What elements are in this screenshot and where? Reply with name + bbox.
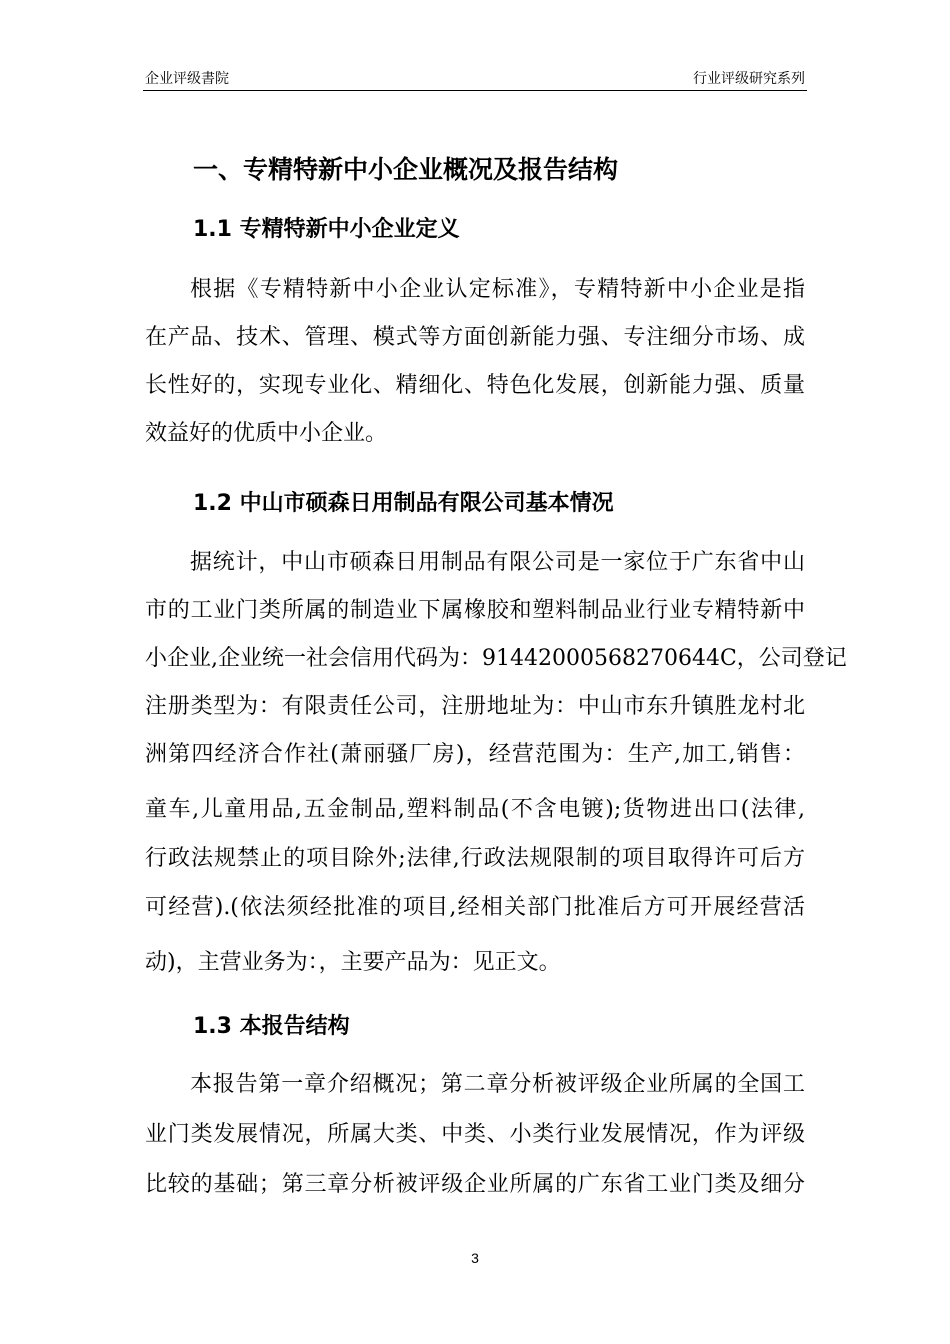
header-rule: [143, 90, 807, 91]
paragraph-line: 据统计，中山市硕森日用制品有限公司是一家位于广东省中山: [190, 550, 805, 575]
paragraph-line: 业门类发展情况，所属大类、中类、小类行业发展情况，作为评级: [145, 1122, 805, 1147]
paragraph-line: 本报告第一章介绍概况；第二章分析被评级企业所属的全国工: [190, 1072, 805, 1097]
chapter-title: 一、专精特新中小企业概况及报告结构: [193, 155, 619, 184]
section-heading: 1.2 中山市硕森日用制品有限公司基本情况: [193, 491, 614, 516]
header-left: 企业评级書院: [145, 70, 229, 86]
paragraph-line: 行政法规禁止的项目除外;法律,行政法规限制的项目取得许可后方: [145, 846, 805, 871]
paragraph-line: 根据《专精特新中小企业认定标准》，专精特新中小企业是指: [190, 277, 805, 302]
paragraph-line: 长性好的，实现专业化、精细化、特色化发展，创新能力强、质量: [145, 373, 805, 398]
paragraph-line: 效益好的优质中小企业。: [145, 421, 388, 446]
paragraph-line: 在产品、技术、管理、模式等方面创新能力强、专注细分市场、成: [145, 325, 805, 350]
paragraph-line: 市的工业门类所属的制造业下属橡胶和塑料制品业行业专精特新中: [145, 598, 805, 623]
page-number: 3: [471, 1250, 479, 1266]
paragraph-line: 洲第四经济合作社(萧丽骚厂房)，经营范围为：生产,加工,销售：: [145, 742, 805, 767]
section-heading: 1.1 专精特新中小企业定义: [193, 217, 460, 242]
paragraph-line: 动)，主营业务为：，主要产品为：见正文。: [145, 950, 561, 975]
section-heading: 1.3 本报告结构: [193, 1014, 350, 1039]
header-right: 行业评级研究系列: [693, 70, 805, 86]
paragraph-line: 童车,儿童用品,五金制品,塑料制品(不含电镀);货物进出口(法律,: [145, 797, 805, 822]
paragraph-line: 小企业,企业统一社会信用代码为：91442000568270644C，公司登记: [145, 646, 847, 671]
paragraph-line: 比较的基础；第三章分析被评级企业所属的广东省工业门类及细分: [145, 1172, 805, 1197]
paragraph-line: 注册类型为：有限责任公司，注册地址为：中山市东升镇胜龙村北: [145, 694, 805, 719]
paragraph-line: 可经营).(依法须经批准的项目,经相关部门批准后方可开展经营活: [145, 895, 805, 920]
